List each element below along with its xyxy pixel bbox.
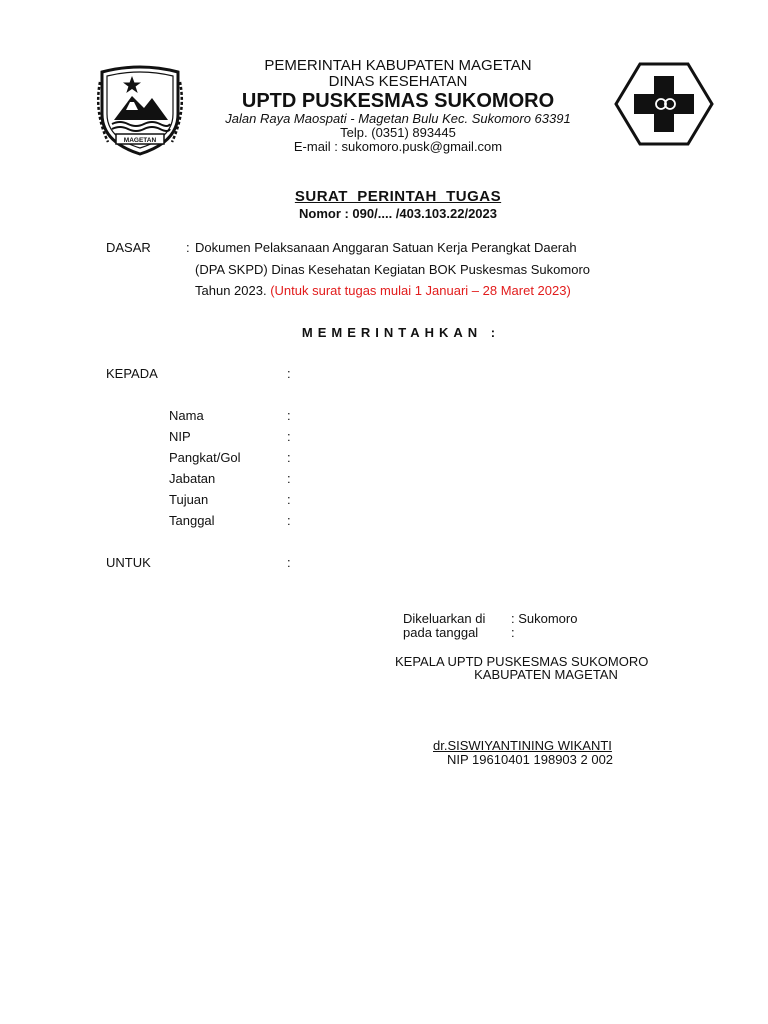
header-unit: UPTD PUSKESMAS SUKOMORO xyxy=(241,90,555,112)
dasar-line-3 xyxy=(195,283,571,299)
field-tujuan-label: Tujuan xyxy=(169,492,209,507)
magetan-emblem-logo xyxy=(92,62,188,158)
document-title: SURAT PERINTAH TUGAS xyxy=(294,188,502,205)
header-phone: Telp. (0351) 893445 xyxy=(340,125,456,140)
header-department: DINAS KESEHATAN xyxy=(328,73,468,90)
puskesmas-cross-logo xyxy=(614,62,714,146)
field-tanggal-label: Tanggal xyxy=(169,513,215,528)
emblem-ribbon-text: MAGETAN xyxy=(123,137,157,144)
field-nip-colon: : xyxy=(287,429,291,444)
issued-place-value: : Sukomoro xyxy=(511,611,578,626)
field-jabatan-colon: : xyxy=(287,471,291,486)
field-nama-colon: : xyxy=(287,408,291,423)
dasar-line-1: Dokumen Pelaksanaan Anggaran Satuan Kerja Perangkat Daerah xyxy=(195,240,577,255)
header-email: E-mail : sukomoro.pusk@gmail.com xyxy=(293,139,503,154)
issued-place-label: Dikeluarkan di xyxy=(403,611,486,626)
issued-date-label: pada tanggal xyxy=(403,625,479,640)
dasar-line-2: (DPA SKPD) Dinas Kesehatan Kegiatan BOK Puskesmas Sukomoro xyxy=(195,262,591,277)
field-tujuan-colon: : xyxy=(287,492,291,507)
command-heading: MEMERINTAHKAN : xyxy=(301,325,501,340)
signatory-name: dr.SISWIYANTINING WIKANTI xyxy=(433,738,612,753)
dasar-year: Tahun 2023. xyxy=(195,283,267,298)
kepada-label: KEPADA xyxy=(106,366,158,381)
field-nama-label: Nama xyxy=(169,408,204,423)
issued-date-value: : xyxy=(511,625,515,640)
document-number: Nomor : 090/.... /403.103.22/2023 xyxy=(298,206,497,221)
kepada-colon: : xyxy=(287,366,291,381)
field-tanggal-colon: : xyxy=(287,513,291,528)
header-address: Jalan Raya Maospati - Magetan Bulu Kec. Sukomoro 63391 xyxy=(225,111,571,126)
untuk-colon: : xyxy=(287,555,291,570)
signatory-title-line2: KABUPATEN MAGETAN xyxy=(474,667,618,682)
field-pangkat-label: Pangkat/Gol xyxy=(169,450,241,465)
field-nip-label: NIP xyxy=(169,429,191,444)
untuk-label: UNTUK xyxy=(106,555,151,570)
dasar-period-note: (Untuk surat tugas mulai 1 Januari – 28 Maret 2023) xyxy=(270,283,571,298)
dasar-label: DASAR xyxy=(106,240,151,255)
header-government: PEMERINTAH KABUPATEN MAGETAN xyxy=(264,57,532,74)
signatory-title-line1: KEPALA UPTD PUSKESMAS SUKOMORO xyxy=(395,654,649,669)
signatory-nip: NIP 19610401 198903 2 002 xyxy=(447,752,614,767)
field-jabatan-label: Jabatan xyxy=(169,471,216,486)
field-pangkat-colon: : xyxy=(287,450,291,465)
dasar-colon: : xyxy=(186,240,190,255)
